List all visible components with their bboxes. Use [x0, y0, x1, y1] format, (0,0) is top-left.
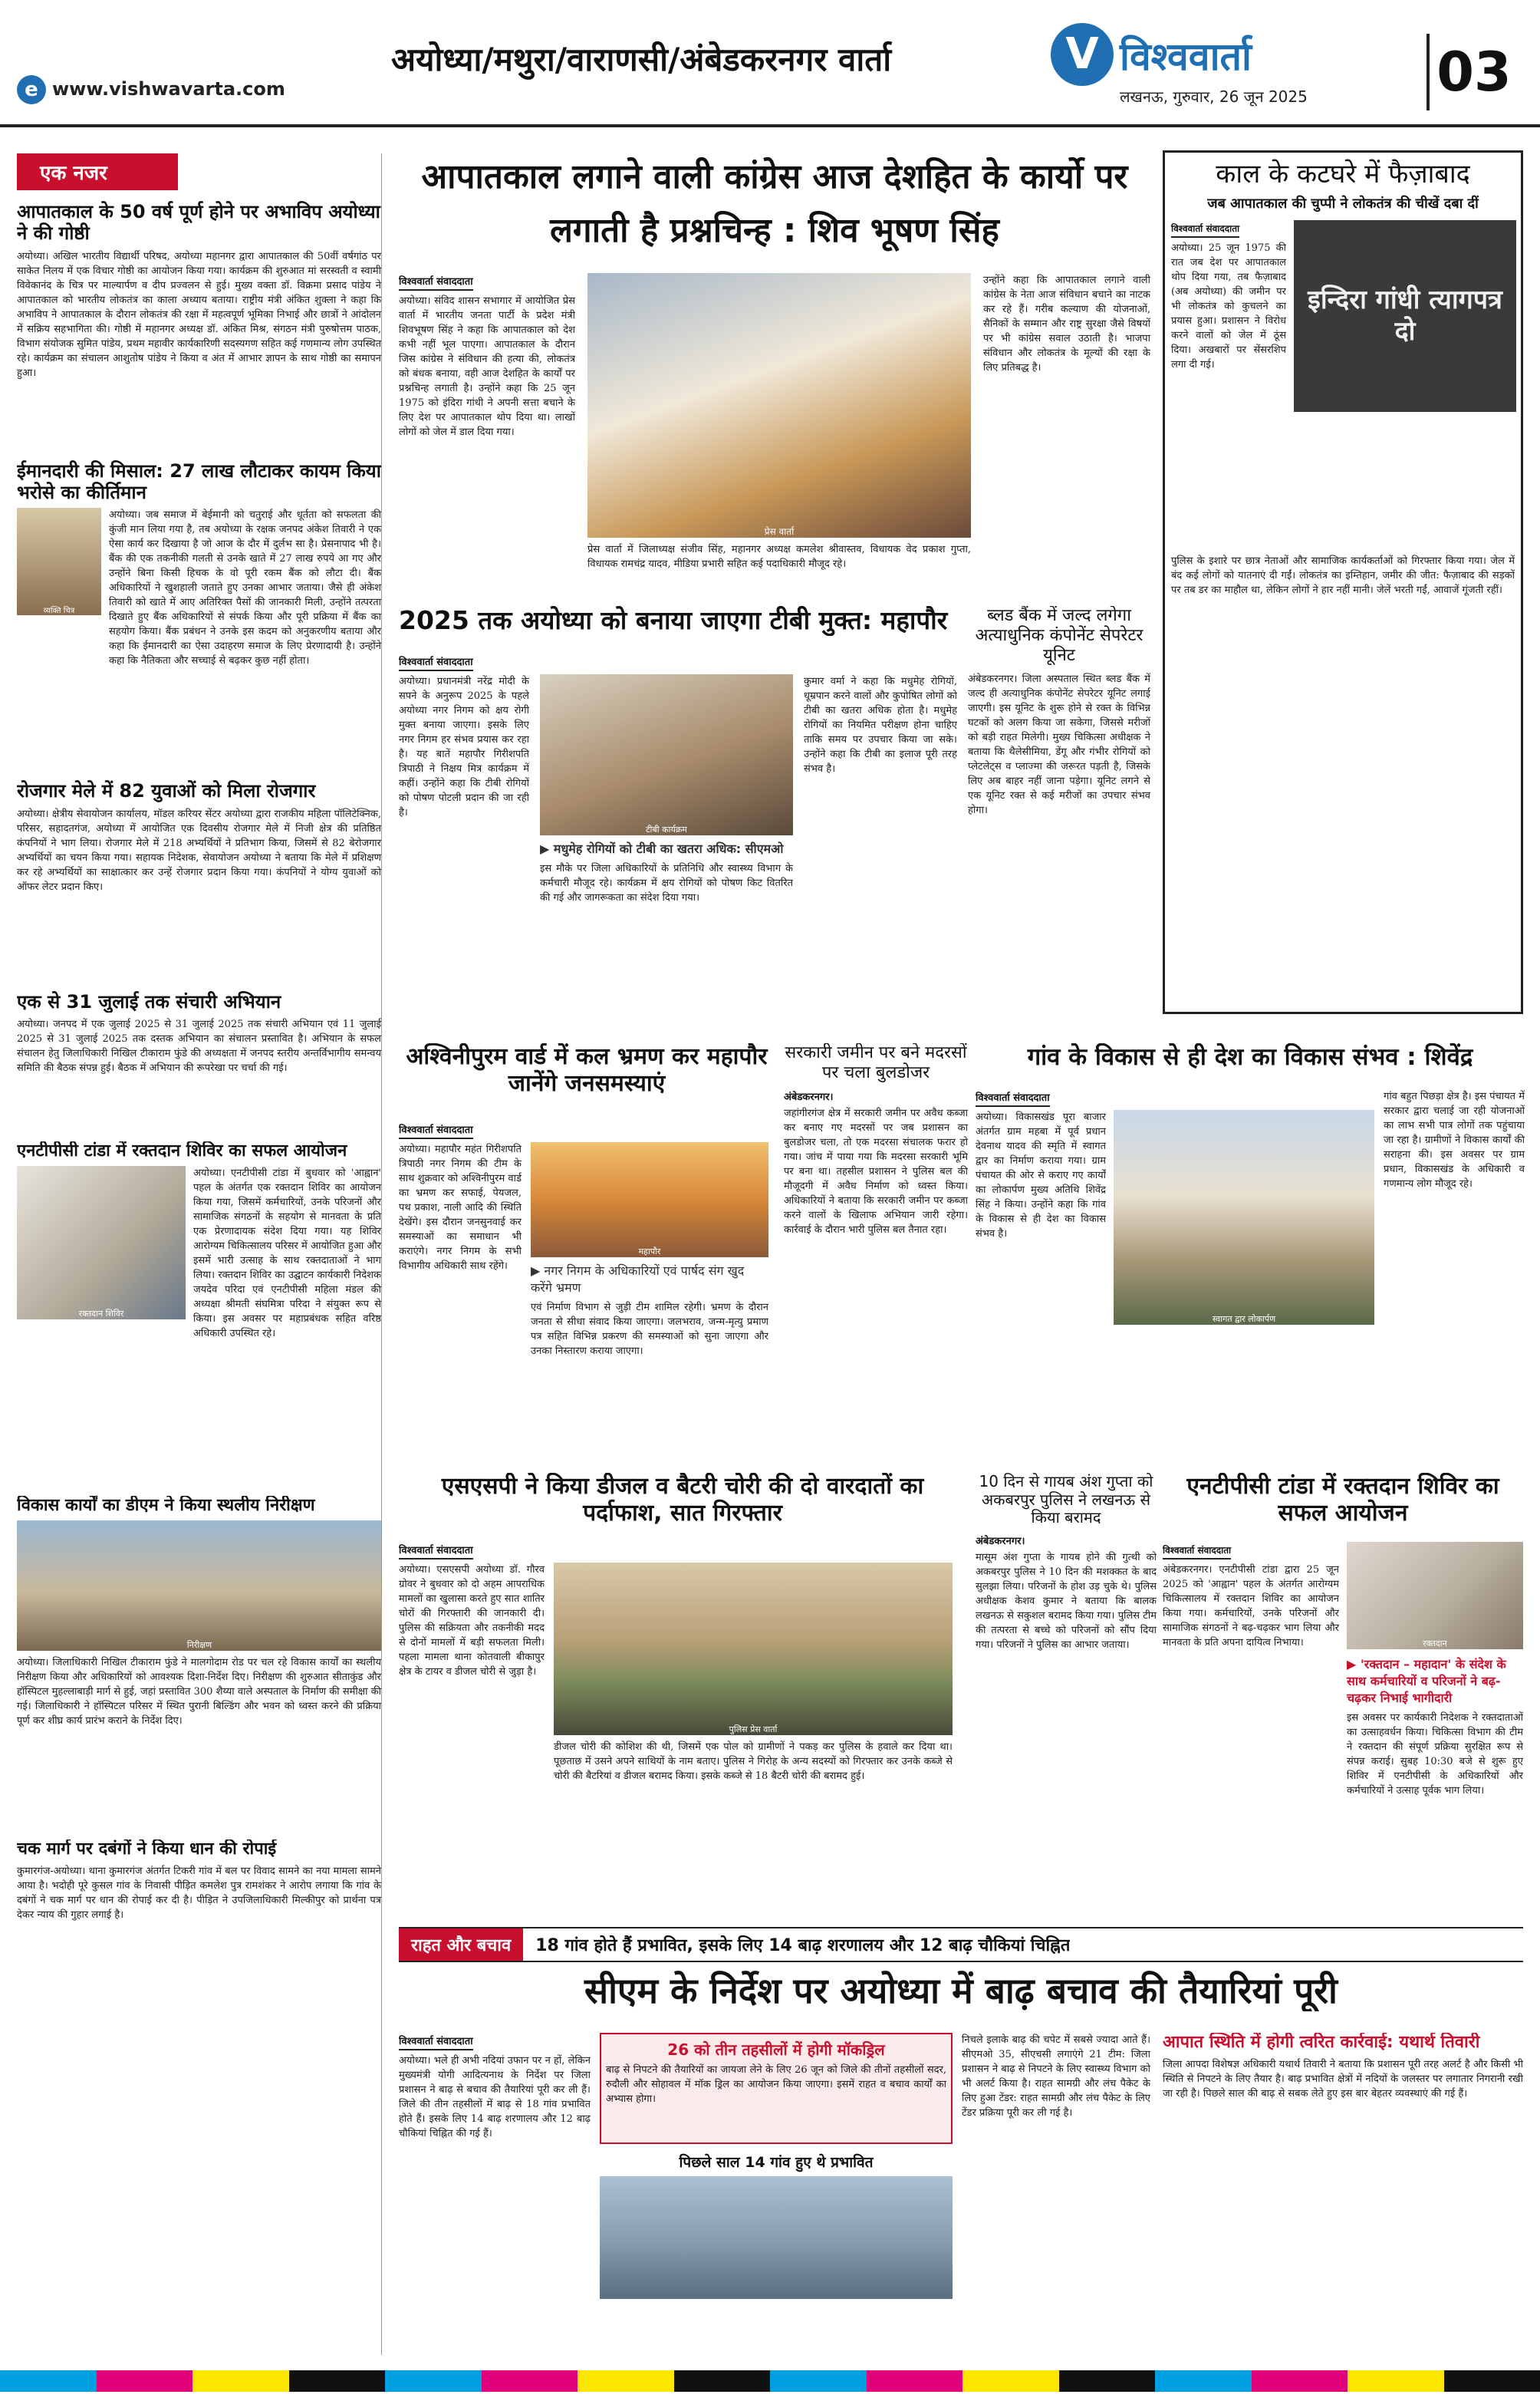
ntpc-quote-text: 'रक्तदान – महादान' के संदेश के साथ कर्मचारियों व परिजनों ने बढ़-चढ़कर निभाई भागीदारी: [1347, 1657, 1506, 1705]
faizabad-subheadline: जब आपातकाल की चुप्पी ने लोकतंत्र की चीखें दबा दीं: [1207, 196, 1479, 212]
tb-caption-bullet: ▶: [540, 842, 554, 856]
ntpc-photo: [1347, 1542, 1523, 1649]
lead-body-2: उन्होंने कहा कि आपातकाल लगाने वाली कांग्रेस के नेता आज संविधान बचाने का नाटक कर रहे हैं। गरीब कल्याण की योजनाओं, सैनिकों के सम्मान और राष्ट्र सुरक्षा जैसे विषयों पर भी कांग्रेस सवाल उठाती है। भाजपा संविधान और लोकतंत्र के मूल्यों की रक्षा के लिए प्रतिबद्ध है।: [983, 275, 1150, 374]
village-byline: विश्ववार्ता संवाददाता: [976, 1090, 1050, 1107]
lead-body-1: अयोध्या। संविद शासन सभागार में आयोजित प्रेस वार्ता में भारतीय जनता पार्टी के प्रदेश मंत्री शिवभूषण सिंह ने कहा कि आपातकाल को देश कभी नहीं भूल पाएगा। आपातकाल के दौरान जिस कांग्रेस ने संविधान की हत्या की, लोकतंत्र को बंधक बनाया, वही आज देशहित के कार्यों पर प्रश्नचिन्ह लगाती है। उन्होंने कहा कि 25 जून 1975 को इंदिरा गांधी ने अपनी सत्ता बचाने के लिए देश पर आपातकाल थोप दिया था। लाखों लोगों को जेल में डाल दिया गया।: [399, 295, 575, 438]
tb-caption: [540, 840, 793, 857]
madrasa-story: [784, 1043, 968, 1457]
village-body-1: अयोध्या। विकासखंड पूरा बाजार अंतर्गत ग्राम महबा में पूर्व प्रधान देवनाथ यादव की स्मृति में स्वागत द्वार का निर्माण कराया गया। ग्राम पंचायत की ओर से कराए गए कार्यों का लोकार्पण मुख्य अतिथि शिवेंद्र सिंह ने किया। उन्होंने कहा कि गांव के विकास से ही देश का विकास संभव है।: [976, 1112, 1106, 1240]
lead-byline: विश्ववार्ता संवाददाता: [399, 274, 473, 291]
village-photo-label: स्वागत द्वार लोकार्पण: [1212, 1314, 1276, 1324]
tb-photo-label: टीबी कार्यक्रम: [646, 825, 687, 835]
tb-story: [399, 654, 959, 1022]
emergency-headline: आपात स्थिति में होगी त्वरित कार्रवाई: यथार्थ तिवारी: [1163, 2033, 1480, 2052]
ek-nazar-title: एक नजर: [40, 162, 107, 185]
tb-body-2: कुमार वर्मा ने कहा कि मधुमेह रोगियों, धूम्रपान करने वालों और कुपोषित लोगों को टीबी का खतरा अधिक होता है। मधुमेह रोगियों का नियमित परीक्षण होना चाहिए ताकि समय पर उपचार किया जा सके। उन्होंने कहा कि टीबी का इलाज पूरी तरह संभव है।: [804, 676, 957, 775]
brand-logo: V: [1051, 23, 1114, 86]
flood-headline: सीएम के निर्देश पर अयोध्या में बाढ़ बचाव की तैयारियां पूरी: [584, 1970, 1338, 2011]
story-honesty-body: अयोध्या। जब समाज में बेईमानी को चतुराई और धूर्तता को सफलता की कुंजी मान लिया गया है, तब अयोध्या के रक्षक जनपद अंकेश तिवारी ने एक ऐसा कार्य कर दिखाया है जो आज के दौर में दुर्लभ सा है। प्रेसनापाद भी है। बैंक की एक तकनीकी गलती से उनके खाते में 27 लाख रुपये आ गए और उन्होंने बिना किसी हिचक के वो पूरी रकम बैंक को लौटा दी। बैंक अधिकारियों ने खुशहाली जताते हुए उनका आभार जताया। जैसे ही अंकेश तिवारी को खाते में आए अतिरिक्त पैसों की जानकारी मिली, उन्होंने तत्परता दिखाते हुए बैंक अधिकारियों से संपर्क किया और पूरी प्रक्रिया में बैंक का सहयोग किया। बैंक प्रबंधन ने उनके इस कदम को अनुकरणीय बताया और कहा कि ईमानदारी का ऐसा उदाहरण समाज के लिए प्रेरणादायी है। उन्होंने कहा कि नैतिकता और सच्चाई से बढ़कर कुछ नहीं होता।: [109, 509, 381, 667]
website-icon: e: [17, 75, 46, 104]
ssp-photo: [554, 1563, 953, 1735]
village-photo: [1114, 1110, 1374, 1325]
lead-story: [399, 273, 1150, 595]
flood-byline: विश्ववार्ता संवाददाता: [399, 2034, 473, 2050]
ward-caption: [531, 1262, 768, 1296]
story-dm-headline: विकास कार्यों का डीएम ने किया स्थलीय निरीक्षण: [17, 1495, 315, 1515]
village-headline: गांव के विकास से ही देश का विकास संभव : शिवेंद्र: [1027, 1043, 1473, 1071]
village-body-2: गांव बहुत पिछड़ा क्षेत्र है। इस पंचायत में सरकार द्वारा चलाई जा रही योजनाओं का लाभ सभी पात्र लोगों तक पहुंचाया जा रहा है। ग्रामीणों ने विकास कार्यों की सराहना की। इस अवसर पर ग्राम प्रधान, विकासखंड के अधिकारी व गणमान्य लोग मौजूद रहे।: [1384, 1091, 1525, 1190]
ward-body-1: अयोध्या। महापौर महंत गिरीशपति त्रिपाठी नगर निगम की टीम के साथ शुक्रवार को अश्विनीपुरम वार्ड का भ्रमण कर सफाई, पेयजल, पथ प्रकाश, नाली आदि की स्थिति देखेंगे। इस दौरान जनसुनवाई कर समस्याओं का समाधान भी कराएंगे। नगर निगम के सभी विभागीय अधिकारी साथ रहेंगे।: [399, 1144, 522, 1272]
dateline: लखनऊ, गुरुवार, 26 जून 2025: [1120, 87, 1308, 106]
faizabad-photo: [1294, 220, 1516, 412]
ward-photo: [531, 1142, 768, 1257]
ward-body-2: एवं निर्माण विभाग से जुड़ी टीम शामिल रहेगी। भ्रमण के दौरान जनता से सीधा संवाद किया जाएगा। जलभराव, जन्म-मृत्यु प्रमाण पत्र सहित विभिन्न प्रकरण की समस्याओं को सुना जाएगा और उनका निस्तारण कराया जाएगा।: [531, 1302, 768, 1357]
ntpc-photo-label: रक्तदान: [1423, 1639, 1447, 1648]
tb-body-3: इस मौके पर जिला अधिकारियों के प्रतिनिधि और स्वास्थ्य विभाग के कर्मचारी मौजूद रहे। कार्यक्रम में क्षय रोगियों को पोषण किट वितरित की गई और जागरूकता का संदेश दिया गया।: [540, 863, 793, 904]
section-title: अयोध्या/मथुरा/वाराणसी/अंबेडकरनगर वार्ता: [391, 41, 892, 78]
story-campaign-headline: एक से 31 जुलाई तक संचारी अभियान: [17, 990, 281, 1013]
ntpc-body-1: अंबेडकरनगर। एनटीपीसी टांडा द्वारा 25 जून 2025 को 'आह्वान' पहल के अंतर्गत आरोग्यम चिकित्सालय में रक्तदान शिविर का आयोजन किया गया। कर्मचारियों, उनके परिजनों और सामाजिक संगठनों ने बढ़-चढ़कर भाग लिया और मानवता के प्रति अपना दायित्व निभाया।: [1163, 1564, 1339, 1648]
story-abvp-headline: आपातकाल के 50 वर्ष पूर्ण होने पर अभाविप अयोध्या ने की गोष्ठी: [17, 201, 380, 245]
ward-photo-label: महापौर: [638, 1247, 661, 1256]
madrasa-headline: सरकारी जमीन पर बने मदरसों पर चला बुलडोजर: [785, 1043, 967, 1082]
tb-headline: 2025 तक अयोध्या को बनाया जाएगा टीबी मुक्त: महापौर: [399, 606, 948, 635]
emergency-body: जिला आपदा विशेषज्ञ अधिकारी यथार्थ तिवारी ने बताया कि प्रशासन पूरी तरह अलर्ट है और किसी भी स्थिति से निपटने के लिए तैयार है। बाढ़ प्रभावित क्षेत्रों में नदियों के जलस्तर पर लगातार निगरानी रखी जा रही है। पिछले साल की बाढ़ से सबक लेते हुए इस बार बेहतर व्यवस्थाएं की गई हैं।: [1163, 2058, 1523, 2100]
bloodbank-body: अंबेडकरनगर। जिला अस्पताल स्थित ब्लड बैंक में जल्द ही अत्याधुनिक कंपोनेंट सेपरेटर यूनिट लगाई जाएगी। इस यूनिट के शुरू होने से रक्त के विभिन्न घटकों को अलग किया जा सकेगा, जिससे मरीजों को बड़ी राहत मिलेगी। मुख्य चिकित्सा अधीक्षक ने बताया कि थैलेसीमिया, डेंगू और गंभीर रोगियों को प्लेटलेट्स व प्लाज्मा की जरूरत पड़ती है, जिसके लिए अब बाहर नहीं जाना पड़ेगा। यूनिट लगने से एक यूनिट रक्त से कई मरीजों का उपचार संभव होगा।: [968, 673, 1150, 816]
story-ntpc-left-body: अयोध्या। एनटीपीसी टांडा में बुधवार को 'आह्वान' पहल के अंतर्गत एक रक्तदान शिविर का आयोजन किया गया, जिसमें कर्मचारियों, उनके परिजनों और सामाजिक संगठनों के सहयोग से मानवता के प्रति एक प्रेरणादायक संदेश दिया गया। यह शिविर आरोग्यम चिकित्सालय परिसर में आयोजित हुआ और इसमें भारी उत्साह के साथ रक्तदाताओं ने भाग लिया। रक्तदान शिविर का उद्घाटन कार्यकारी निदेशक जयदेव परिदा एवं एनटीपीसी महिला मंडल की अध्यक्षा श्रीमती संघमित्रा परिदा ने संयुक्त रूप से किया। इस अवसर पर महाप्रबंधक सहित वरिष्ठ अधिकारी उपस्थित रहे।: [193, 1167, 381, 1339]
ntpc-story: [1163, 1542, 1523, 1918]
ward-caption-text: नगर निगम के अधिकारियों एवं पार्षद संग खुद करेंगे भ्रमण: [531, 1263, 745, 1295]
tb-body-1: अयोध्या। प्रधानमंत्री नरेंद्र मोदी के सपने के अनुरूप 2025 के पहले अयोध्या नगर निगम को क्षय रोगी मुक्त बनाया जाएगा। इसके लिए नगर निगम हर संभव प्रयास कर रहा है। यह बातें महापौर गिरीशपति त्रिपाठी ने निक्षय मित्र कार्यक्रम में कहीं। उन्होंने कहा कि टीबी रोगियों को पोषण पोटली प्रदान की जा रही है।: [399, 676, 529, 818]
lead-photo-label: प्रेस वार्ता: [764, 526, 795, 537]
tb-byline: विश्ववार्ता संवाददाता: [399, 654, 473, 671]
ssp-headline: एसएसपी ने किया डीजल व बैटरी चोरी की दो वारदातों का पर्दाफाश, सात गिरफ्तार: [441, 1473, 924, 1527]
ssp-story: [399, 1542, 966, 1918]
ek-nazar-box: [17, 153, 178, 190]
faizabad-headline: काल के कटघरे में फैज़ाबाद: [1216, 159, 1470, 189]
story-jobs-body: अयोध्या। क्षेत्रीय सेवायोजन कार्यालय, मॉडल करियर सेंटर अयोध्या द्वारा राजकीय महिला पॉलिटेक्निक, परिसर, सहादतगंज, अयोध्या में आयोजित एक दिवसीय रोजगार मेले में निजी क्षेत्र की प्रतिष्ठित कंपनियों ने भाग लिया। रोजगार मेले में 218 अभ्यर्थियों ने प्रतिभाग किया, जिसमें से 82 बेरोजगार अभ्यर्थियों का चयन किया गया। सहायक निदेशक, सेवायोजन अयोध्या ने बताया कि मेले में प्रशिक्षण कर रहे अभ्यर्थियों का साक्षात्कार कर उन्हें रोजगार प्रदान किया गया। कंपनियों ने योग्य युवाओं को ऑफर लेटर प्रदान किए।: [17, 808, 381, 893]
ansh-story: [976, 1473, 1157, 1918]
bloodbank-story: [968, 606, 1150, 1028]
story-honesty-photo-label: व्यक्ति चित्र: [43, 607, 75, 616]
page-number: 03: [1426, 34, 1519, 110]
faizabad-body-1: अयोध्या। 25 जून 1975 की रात जब देश पर आपातकाल थोप दिया गया, तब फैज़ाबाद (अब अयोध्या) की जमीन पर भी लोकतंत्र को कुचलने का प्रयास हुआ। प्रशासन ने विरोध करने वालों को जेल में ठूंस दिया। अखबारों पर सेंसरशिप लगा दी गई।: [1171, 242, 1286, 371]
brand-name: विश्ववार्ता: [1120, 35, 1252, 79]
tb-photo: [540, 674, 793, 835]
flood-body-1: अयोध्या। भले ही अभी नदियां उफान पर न हों, लेकिन मुख्यमंत्री योगी आदित्यनाथ के निर्देश पर जिला प्रशासन ने बाढ़ से बचाव की तैयारियां पूरी कर ली हैं। जिले की तीन तहसीलों में बाढ़ से 18 गांव प्रभावित होते हैं। इसके लिए 14 बाढ़ शरणालय और 12 बाढ़ चौकियां चिह्नित की गई हैं।: [399, 2055, 591, 2139]
mockdrill-box: [600, 2033, 953, 2144]
story-honesty-photo: [17, 508, 101, 615]
story-jobs-headline: रोजगार मेले में 82 युवाओं को मिला रोजगार: [17, 780, 316, 802]
flood-tag: राहत और बचाव: [399, 1928, 523, 1961]
ntpc-quote: [1347, 1655, 1523, 1706]
flood-photo-caption: पिछले साल 14 गांव हुए थे प्रभावित: [679, 2154, 874, 2171]
tb-caption-text: मधुमेह रोगियों को टीबी का खतरा अधिक: सीएमओ: [553, 842, 784, 856]
story-ntpc-left-photo: [17, 1166, 186, 1319]
ward-byline: विश्ववार्ता संवाददाता: [399, 1122, 473, 1139]
story-paddy-body: कुमारगंज-अयोध्या। थाना कुमारगंज अंतर्गत टिकरी गांव में बल पर विवाद सामने का नया मामला सामने आया है। भदोही पूरे कुसल गांव के निवासी पीड़ित कमलेश पुत्र रामशंकर ने आरोप लगाया कि गांव के दबंगों ने चक मार्ग पर धान की रोपाई कर दी है। पीड़ित ने उपजिलाधिकारी मिल्कीपुर को प्रार्थना पत्र देकर न्याय की गुहार लगाई है।: [17, 1865, 381, 1921]
header-rule: [0, 124, 1540, 127]
faizabad-byline: विश्ववार्ता संवाददाता: [1171, 222, 1239, 238]
flood-strap: [399, 1927, 1523, 1962]
madrasa-byline: अंबेडकरनगर।: [784, 1091, 834, 1103]
masthead: [0, 0, 1540, 130]
ntpc-byline: विश्ववार्ता संवाददाता: [1163, 1543, 1231, 1559]
ntpc-headline: एनटीपीसी टांडा में रक्तदान शिविर का सफल आयोजन: [1186, 1473, 1499, 1527]
faizabad-body-2: पुलिस के इशारे पर छात्र नेताओं और सामाजिक कार्यकर्ताओं को गिरफ्तार किया गया। जेल में बंद कई लोगों को यातनाएं दी गईं। लोकतंत्र का इम्तिहान, जमीर की जीत: फैज़ाबाद की सड़कों पर तब डर का माहौल था, लेकिन लोगों ने हार नहीं मानी। जेलें भरती गईं, आवाजें गूंजती रहीं।: [1171, 555, 1515, 597]
ansh-headline: 10 दिन से गायब अंश गुप्ता को अकबरपुर पुलिस ने लखनऊ से किया बरामद: [979, 1473, 1153, 1527]
ntpc-quote-bullet: ▶: [1347, 1657, 1361, 1671]
ward-headline: अश्विनीपुरम वार्ड में कल भ्रमण कर महापौर जानेंगे जनसमस्याएं: [406, 1043, 768, 1098]
ansh-byline: अंबेडकरनगर।: [976, 1535, 1025, 1547]
story-ntpc-left-photo-label: रक्तदान शिविर: [78, 1308, 124, 1319]
village-story: [976, 1089, 1525, 1457]
emergency-story: [1163, 2033, 1523, 2355]
story-abvp-body: अयोध्या। अखिल भारतीय विद्यार्थी परिषद, अयोध्या महानगर द्वारा आपातकाल की 50वीं वर्षगांठ पर साकेत निलय में एक विचार गोष्ठी का आयोजन किया गया। कार्यक्रम की शुरुआत मां सरस्वती व स्वामी विवेकानंद के चित्र पर माल्यार्पण व दीप प्रज्वलन से हुई। मुख्य वक्ता डॉ. विक्रमा प्रसाद पांडेय ने आपातकाल को भारतीय लोकतंत्र का काला अध्याय बताया। राष्ट्रीय मंत्री अंकित शुक्ला ने कहा कि अभाविप ने आपातकाल के दौरान लोकतंत्र की रक्षा में महत्वपूर्ण भूमिका निभाई और छात्रों ने आंदोलन में सक्रिय सहभागिता की। गोष्ठी में महानगर अध्यक्ष डॉ. अंकित मिश्र, संगठन मंत्री पुरुषोत्तम पाठक, विभाग संयोजक सुमित पांडेय, प्रथम महावीर कार्यकारिणी सदस्यगण सहित कई गणमान्य लोग उपस्थित रहे। कार्यक्रम का संचालन आशुतोष पांडेय ने किया व अंत में आभार ज्ञापन के साथ गोष्ठी का समापन हुआ।: [17, 250, 381, 379]
color-registration-strip: [0, 2370, 1540, 2392]
left-column: [17, 153, 382, 2355]
ward-caption-bullet: ▶: [531, 1263, 545, 1278]
flood-photo: [600, 2176, 953, 2299]
flood-strap-text: 18 गांव होते हैं प्रभावित, इसके लिए 14 बाढ़ शरणालय और 12 बाढ़ चौकियां चिह्नित: [535, 1936, 1071, 1955]
ansh-body: मासूम अंश गुप्ता के गायब होने की गुत्थी को अकबरपुर पुलिस ने 10 दिन की मशक्कत के बाद सुलझा लिया। परिजनों के होश उड़ चुके थे। पुलिस अधीक्षक केशव कुमार ने बताया कि बालक लखनऊ से सकुशल बरामद किया गया। पुलिस टीम की तत्परता से बच्चे को परिजनों को सौंप दिया गया। परिजनों ने पुलिस का आभार जताया।: [976, 1551, 1157, 1651]
lead-photo: [587, 273, 971, 538]
ssp-byline: विश्ववार्ता संवाददाता: [399, 1543, 473, 1559]
madrasa-body: जहांगीरगंज क्षेत्र में सरकारी जमीन पर अवैध कब्जा कर बनाए गए मदरसों पर जब प्रशासन का बुलडोजर चला, तो एक मदरसा संचालक फरार हो गया। जांच में पाया गया कि मदरसा सरकारी भूमि पर बना था। तहसील प्रशासन ने पुलिस बल की मौजूदगी में अवैध निर्माण को ध्वस्त किया। अधिकारियों ने बताया कि सरकारी जमीन पर कब्जा करने वालों के खिलाफ अभियान जारी रहेगा। कार्रवाई के दौरान भारी पुलिस बल तैनात रहा।: [784, 1107, 968, 1236]
story-dm-photo-label: निरीक्षण: [186, 1639, 212, 1650]
story-dm-photo: [17, 1520, 382, 1651]
lead-headline: आपातकाल लगाने वाली कांग्रेस आज देशहित के कार्यो पर लगाती है प्रश्नचिन्ह : शिव भूषण सिंह: [421, 157, 1128, 250]
ssp-photo-label: पुलिस प्रेस वार्ता: [729, 1724, 778, 1734]
flood-body-2: निचले इलाके बाढ़ की चपेट में सबसे ज्यादा आते हैं। सीएमओ 35, सीएचसी लगाएंगे 21 टीम: जिला प्रशासन ने बाढ़ से निपटने के लिए स्वास्थ्य विभाग को भी अलर्ट किया है। राहत सामग्री और लंच पैकेट के लिए हुआ टेंडर: राहत सामग्री और लंच पैकेट के लिए टेंडर प्रक्रिया पूरी कर ली गई है।: [962, 2034, 1150, 2119]
bloodbank-headline: ब्लड बैंक में जल्द लगेगा अत्याधुनिक कंपोनेंट सेपरेटर यूनिट: [975, 606, 1143, 665]
ssp-body-2: डीजल चोरी की कोशिश की थी, जिसमें एक पोल को ग्रामीणों ने पकड़ कर पुलिस के हवाले कर दिया था। पूछताछ में उसने अपने साथियों के नाम बताए। पुलिस ने गिरोह के अन्य सदस्यों को गिरफ्तार कर उनके कब्जे से चोरी की बैटरियां व डीजल बरामद किया। इसके कब्जे से 18 बैटरी चोरी की बरामद हुई।: [554, 1741, 953, 1782]
faizabad-box: [1163, 150, 1523, 1014]
faizabad-photo-text: इन्दिरा गांधी त्यागपत्र दो: [1308, 285, 1502, 347]
story-paddy-headline: चक मार्ग पर दबंगों ने किया धान की रोपाई: [17, 1839, 277, 1859]
ward-story: [399, 1121, 775, 1451]
story-honesty-headline: ईमानदारी की मिसाल: 27 लाख लौटाकर कायम किया भरोसे का कीर्तिमान: [17, 459, 381, 503]
lead-body-3: प्रेस वार्ता में जिलाध्यक्ष संजीव सिंह, महानगर अध्यक्ष कमलेश श्रीवास्तव, विधायक वेद प्रकाश गुप्ता, विधायक रामचंद्र यादव, मीडिया प्रभारी सहित कई पदाधिकारी मौजूद रहे।: [587, 544, 971, 570]
mockdrill-title: 26 को तीन तहसीलों में होगी मॉकड्रिल: [667, 2040, 885, 2059]
website-url[interactable]: www.vishwavarta.com: [52, 78, 285, 100]
ntpc-body-2: इस अवसर पर कार्यकारी निदेशक ने रक्तदाताओं का उत्साहवर्धन किया। चिकित्सा विभाग की टीम ने रक्तदान की संपूर्ण प्रक्रिया सुरक्षित रूप से संपन्न कराई। सुबह 10:30 बजे से शुरू हुए शिविर में एनटीपीसी के अधिकारियों और कर्मचारियों ने उत्साह पूर्वक भाग लिया।: [1347, 1712, 1523, 1797]
story-campaign-body: अयोध्या। जनपद में एक जुलाई 2025 से 31 जुलाई 2025 तक संचारी अभियान एवं 11 जुलाई 2025 से 31 जुलाई 2025 तक दस्तक अभियान का संचालन प्रस्तावित है। अभियान के सफल संचालन हेतु जिलाधिकारी निखिल टीकाराम फुंडे की अध्यक्षता में जनपद स्तरीय अन्तर्विभागीय समन्वय समिति की बैठक संपन्न हुई। बैठक में अभियान की रूपरेखा पर चर्चा की गई।: [17, 1018, 381, 1074]
story-ntpc-left-headline: एनटीपीसी टांडा में रक्तदान शिविर का सफल आयोजन: [17, 1141, 347, 1161]
mockdrill-body: बाढ़ से निपटने की तैयारियों का जायजा लेने के लिए 26 जून को जिले की तीनों तहसीलों सदर, रुदौली और सोहावल में मॉक ड्रिल का आयोजन किया जाएगा। इसमें राहत व बचाव कार्यों का अभ्यास होगा।: [606, 2064, 946, 2105]
ssp-body-1: अयोध्या। एसएसपी अयोध्या डॉ. गौरव ग्रोवर ने बुधवार को दो अहम आपराधिक मामलों का खुलासा करते हुए सात शातिर चोरों की गिरफ्तारी की जानकारी दी। पुलिस की सक्रियता और तकनीकी मदद से दोनों मामलों में बड़ी सफलता मिली। पहला मामला थाना कोतवाली बीकापुर क्षेत्र के टायर व डीजल चोरी से जुड़ा है।: [399, 1564, 545, 1678]
flood-story: [399, 2033, 1150, 2355]
story-dm-body: अयोध्या। जिलाधिकारी निखिल टीकाराम फुंडे ने मालगोदाम रोड पर चल रहे विकास कार्यों का स्थलीय निरीक्षण किया और अधिकारियों को आवश्यक दिशा-निर्देश दिए। निरीक्षण की शुरुआत सीताकुंड और हॉस्पिटल मुहल्लाबाड़ी मार्ग से हुई, जहां प्रस्तावित 300 शैय्या वाले अस्पताल के निर्माण की समीक्षा की गई। जिलाधिकारी ने हॉस्पिटल परिसर में स्थित पुरानी बिल्डिंग और भवन को ध्वस्त करने की प्रक्रिया पूर्ण कर शीघ्र कार्य प्रारंभ कराने के निर्देश दिए।: [17, 1656, 381, 1727]
